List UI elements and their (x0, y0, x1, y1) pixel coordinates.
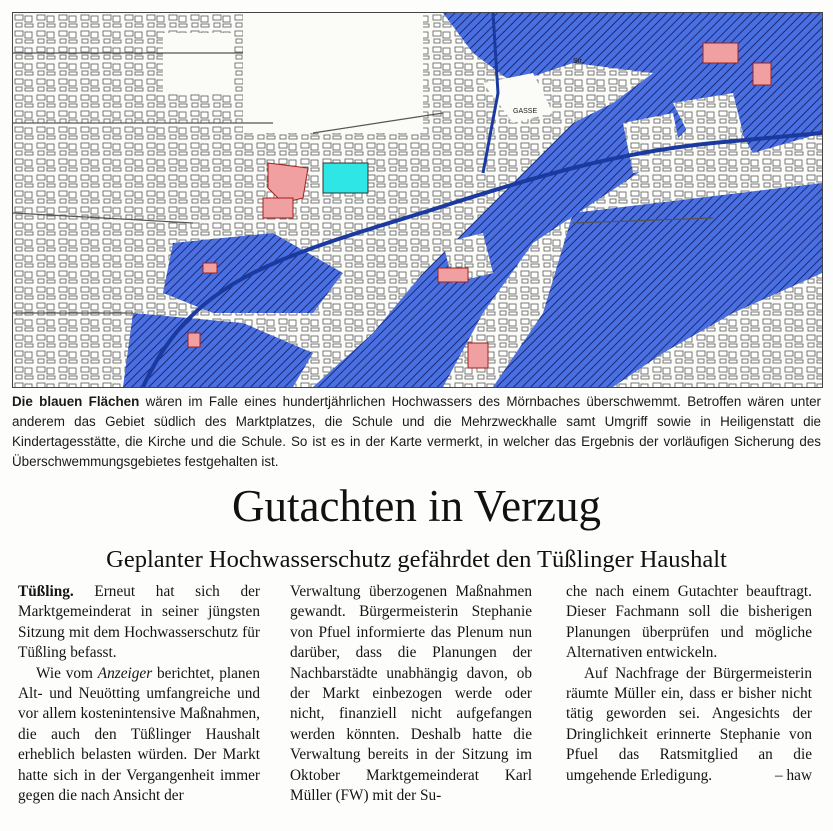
newspaper-name: Anzeiger (97, 664, 153, 682)
flood-map-graphic (13, 13, 822, 387)
article-column-1 (18, 582, 260, 806)
paragraph: Verwaltung überzogenen Maßnahmen gewandt. Bürgermeisterin Stephanie von Pfuel informierte das Plenum nun darüber, dass die Planungen der Nachbarstädte unabhängig davon, ob der Markt einbezogen werde oder nicht, finanziell nicht aufgefangen werden könnten. Deshalb hatte die Verwaltung bereits in der Sitzung im Oktober Marktgemeinderat Karl Müller (FW) mit der Su- (290, 583, 532, 805)
paragraph: berichtet, planen Alt- und Neuötting umfangreiche und vor allem kostenintensive Maßnahmen, die auch den Tüßlinger Haushalt erheblich belasten würden. Der Markt hatte sich in der Vergangenheit immer gegen die nach Ansicht der (18, 664, 260, 805)
article-subheadline: Geplanter Hochwasserschutz gefährdet den Tüßlinger Haushalt (106, 546, 727, 573)
caption-lead: Die blauen Flächen (12, 394, 140, 409)
paragraph: Erneut hat sich der Marktgemeinderat in seiner jüngsten Sitzung mit dem Hochwasserschutz für Tüßling befasst. (18, 583, 260, 662)
article-headline: Gutachten in Verzug (231, 481, 602, 531)
map-street-label: GASSE (513, 108, 538, 115)
paragraph: che nach einem Gutachter beauftragt. Dieser Fachmann soll die bisherigen Planungen überprüfen und mögliche Alternativen entwickeln. (566, 583, 812, 662)
dateline: Tüßling. (18, 583, 74, 600)
article-column-3 (566, 582, 812, 786)
flood-map (12, 12, 823, 388)
paragraph: Wie vom (36, 664, 98, 682)
article-column-2 (290, 582, 532, 806)
map-street-label: Str. (573, 58, 584, 65)
caption-text: wären im Falle eines hundertjährlichen Hochwassers des Mörnbaches überschwemmt. Betroffen wären unter anderem das Gebiet südlich des Marktplatzes, die Schule und die Mehrzweckhalle samt Umgriff sowie in Heiligenstatt die Kindertagesstätte, die Kirche und die Schule. So ist es in der Karte vermerkt, in welcher das Ergebnis der vorläufigen Sicherung des Überschwemmungsgebietes festgehalten ist. (12, 394, 821, 469)
image-caption (12, 392, 821, 472)
paragraph: Auf Nachfrage der Bürgermeisterin räumte Müller ein, dass er bisher nicht tätig geworden sei. Angesichts der Dringlichkeit erinnerte Stephanie von Pfuel das Ratsmitglied an die umgehende Erledigung. (566, 664, 812, 784)
author-signature: – haw (775, 766, 812, 784)
